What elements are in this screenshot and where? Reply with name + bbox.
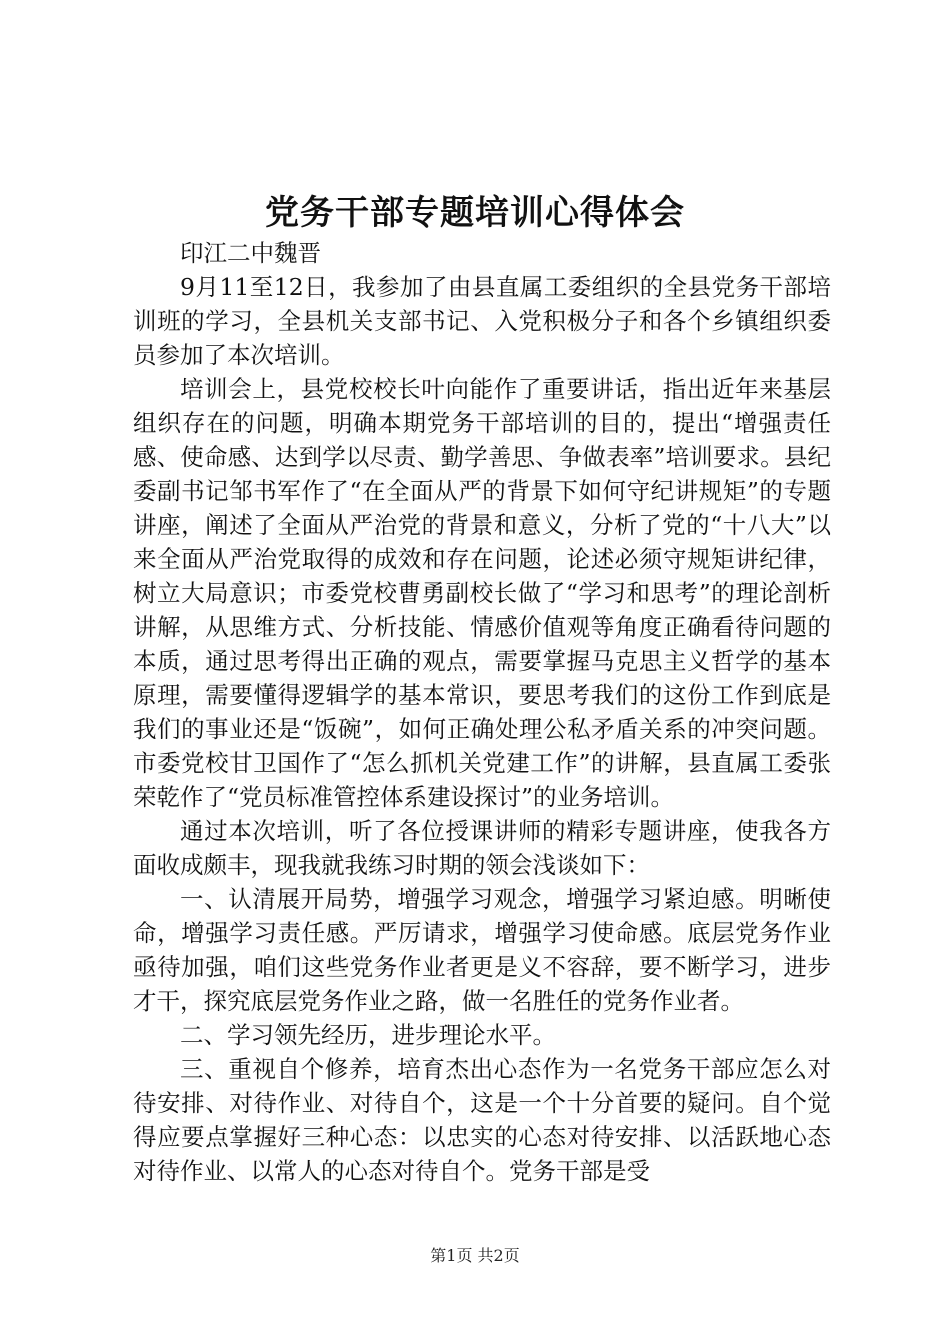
paragraph-point-two: 二、学习领先经历，进步理论水平。 xyxy=(180,1021,556,1049)
paragraph-point-three: 三、重视自个修养，培育杰出心态作为一名党务干部应怎么对待安排、对待作业、对待自个，这是一个十分首要的疑问。自个觉得应要点掌握好三种心态：以忠实的心态对待安排、以活跃地心态对待作业、以常人的心态对待自个。党务干部是受 xyxy=(133,1055,831,1185)
paragraph-meeting: 培训会上，县党校校长叶向能作了重要讲话，指出近年来基层组织存在的问题，明确本期党务干部培训的目的，提出“增强责任感、使命感、达到学以尽责、勤学善思、争做表率”培训要求。县纪委副书记邹书军作了“在全面从严的背景下如何守纪讲规矩”的专题讲座，阐述了全面从严治党的背景和意义，分析了党的“十八大”以来全面从严治党取得的成效和存在问题，论述必须守规矩讲纪律，树立大局意识；市委党校曹勇副校长做了“学习和思考”的理论剖析讲解，从思维方式、分析技能、情感价值观等角度正确看待问题的本质，通过思考得出正确的观点，需要掌握马克思主义哲学的基本原理，需要懂得逻辑学的基本常识，要思考我们的这份工作到底是我们的事业还是“饭碗”，如何正确处理公私矛盾关系的冲突问题。市委党校甘卫国作了“怎么抓机关党建工作”的讲解，县直属工委张荣乾作了“党员标准管控体系建设探讨”的业务培训。 xyxy=(133,375,831,811)
paragraph-intro: 9月11至12日，我参加了由县直属工委组织的全县党务干部培训班的学习，全县机关支部书记、入党积极分子和各个乡镇组织委员参加了本次培训。 xyxy=(133,273,831,369)
document-title: 党务干部专题培训心得体会 xyxy=(265,193,685,233)
paragraph-summary: 通过本次培训，听了各位授课讲师的精彩专题讲座，使我各方面收成颇丰，现我就我练习时期的领会浅谈如下： xyxy=(133,817,831,879)
author-line: 印江二中魏晋 xyxy=(180,239,321,267)
document-body xyxy=(133,236,831,1188)
paragraph-point-one: 一、认清展开局势，增强学习观念，增强学习紧迫感。明晰使命，增强学习责任感。严厉请求，增强学习使命感。底层党务作业亟待加强，咱们这些党务作业者更是义不容辞，要不断学习，进步才干，探究底层党务作业之路，做一名胜任的党务作业者。 xyxy=(133,885,831,1015)
page-number-footer: 第1页 共2页 xyxy=(430,1246,520,1265)
